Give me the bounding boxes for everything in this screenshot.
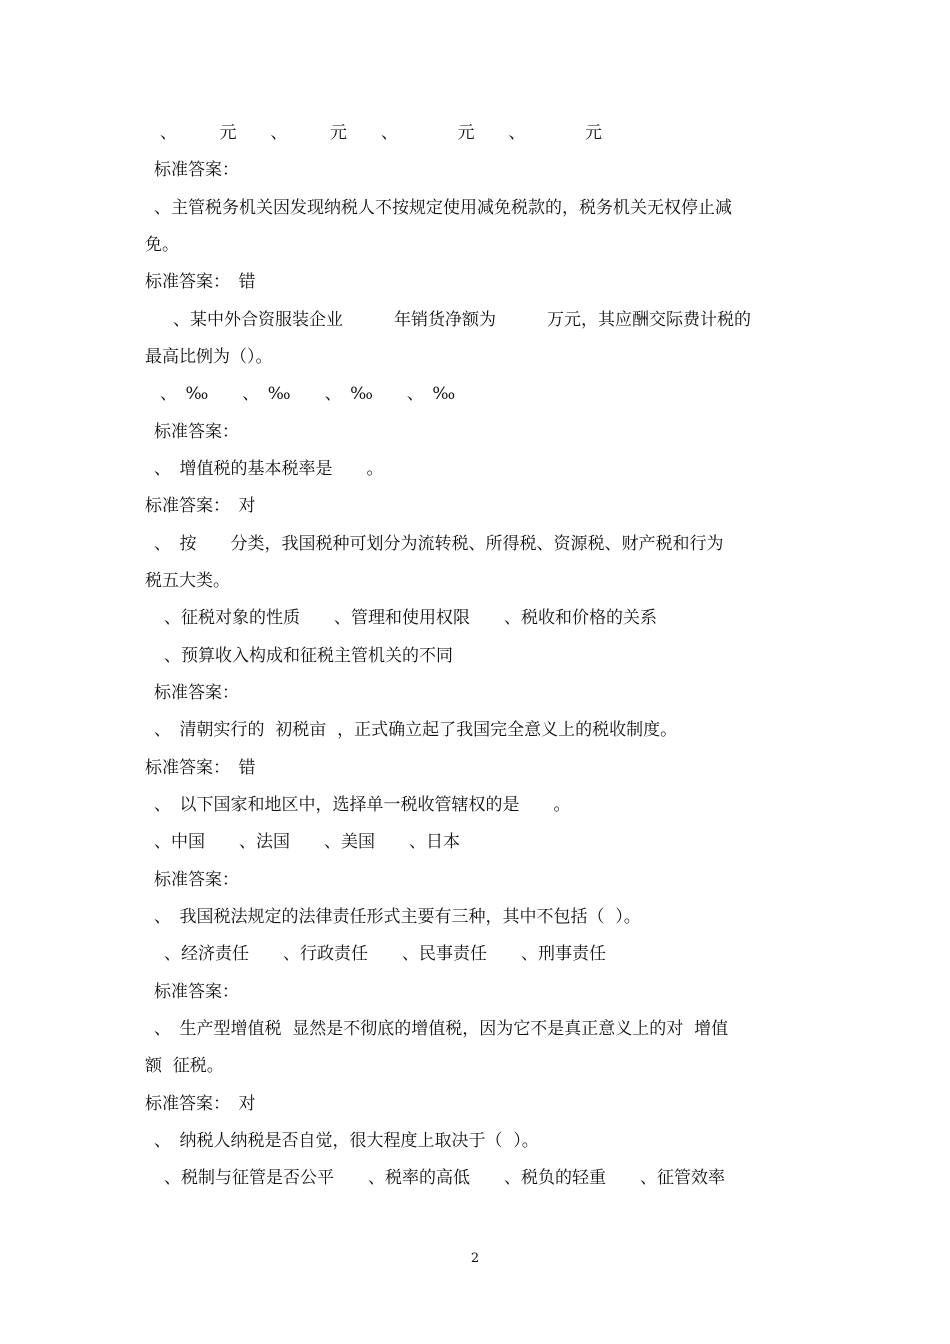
options-line: 、征税对象的性质 、管理和使用权限 、税收和价格的关系 <box>164 608 657 628</box>
options-line: 、预算收入构成和征税主管机关的不同 <box>164 646 453 666</box>
options-line: 、 元 、 元 、 元 、 元 <box>160 123 602 143</box>
answer-line: 标准答案： <box>154 870 239 890</box>
question-line: 最高比例为（）。 <box>145 347 273 367</box>
answer-line: 标准答案： 对 <box>145 496 256 516</box>
question-line: 免。 <box>145 235 179 255</box>
options-line: 、税制与征管是否公平 、税率的高低 、税负的轻重 、征管效率 <box>164 1168 725 1188</box>
answer-line: 标准答案： 对 <box>145 1094 256 1114</box>
answer-line: 标准答案： <box>154 683 239 703</box>
question-line: 、主管税务机关因发现纳税人不按规定使用减免税款的，税务机关无权停止减 <box>154 198 732 218</box>
question-line: 、 以下国家和地区中，选择单一税收管辖权的是 。 <box>154 795 571 815</box>
question-line: 、 按 分类，我国税种可划分为流转税、所得税、资源税、财产税和行为 <box>154 534 724 554</box>
answer-line: 标准答案： <box>154 422 239 442</box>
answer-line: 标准答案： <box>154 160 239 180</box>
question-line: 税五大类。 <box>145 571 230 591</box>
options-line: 、 ‰ 、 ‰ 、 ‰ 、 ‰ <box>160 384 456 404</box>
question-line: 、 增值税的基本税率是 。 <box>154 459 384 479</box>
page-number: 2 <box>470 1251 480 1266</box>
answer-line: 标准答案： <box>154 982 239 1002</box>
question-line: 、某中外合资服装企业 年销货净额为 万元，其应酬交际费计税的 <box>173 310 751 330</box>
question-line: 、 我国税法规定的法律责任形式主要有三种，其中不包括（ ）。 <box>154 907 641 927</box>
question-line: 、 清朝实行的 初税亩 ，正式确立起了我国完全意义上的税收制度。 <box>154 720 678 740</box>
question-line: 、 生产型增值税 显然是不彻底的增值税，因为它不是真正意义上的对 增值 <box>154 1019 729 1039</box>
question-line: 、 纳税人纳税是否自觉，很大程度上取决于（ ）。 <box>154 1131 539 1151</box>
answer-line: 标准答案： 错 <box>145 272 256 292</box>
options-line: 、中国 、法国 、美国 、日本 <box>154 832 460 852</box>
question-line: 额 征税。 <box>145 1056 224 1076</box>
answer-line: 标准答案： 错 <box>145 758 256 778</box>
options-line: 、经济责任 、行政责任 、民事责任 、刑事责任 <box>164 944 606 964</box>
